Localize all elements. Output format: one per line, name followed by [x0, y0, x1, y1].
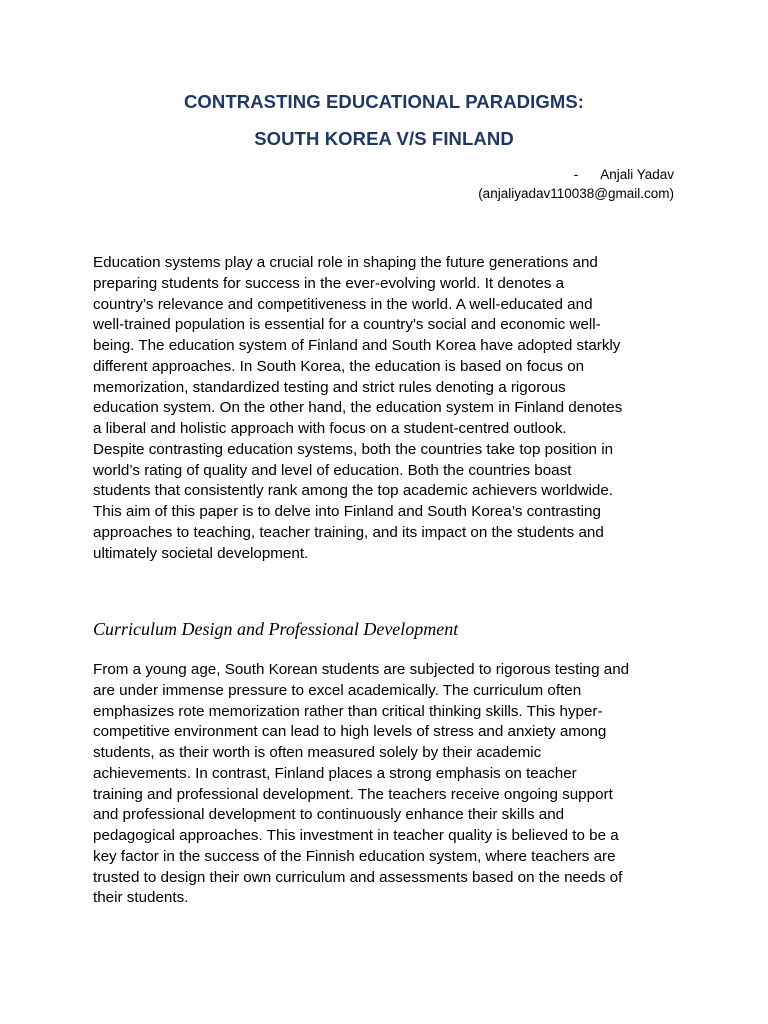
intro-line: world’s rating of quality and level of education. Both the countries boast	[93, 461, 572, 479]
intro-line: a liberal and holistic approach with focus on a student-centred outlook.	[93, 420, 567, 437]
section-heading: Curriculum Design and Professional Development	[93, 619, 459, 639]
intro-line: being. The education system of Finland and South Korea have adopted starkly	[93, 337, 621, 354]
section-line: and professional development to continuously enhance their skills and	[93, 806, 565, 824]
author-name: Anjali Yadav	[600, 167, 674, 182]
document-title-line-2: SOUTH KOREA V/S FINLAND	[254, 128, 514, 149]
section-line: students, as their worth is often measured solely by their academic	[93, 744, 542, 761]
author-dash: -	[573, 167, 579, 182]
intro-line: Education systems play a crucial role in shaping the future generations and	[93, 254, 598, 271]
section-paragraph	[93, 660, 683, 909]
section-line: trusted to design their own curriculum and assessments based on the needs of	[93, 868, 623, 886]
section-line: training and professional development. The teachers receive ongoing support	[93, 785, 613, 803]
section-line: their students.	[93, 889, 189, 907]
document-title-line-1: CONTRASTING EDUCATIONAL PARADIGMS:	[183, 91, 585, 112]
section-line: competitive environment can lead to high levels of stress and anxiety among	[93, 723, 607, 741]
intro-line: preparing students for success in the ever-evolving world. It denotes a	[93, 274, 565, 292]
section-line: pedagogical approaches. This investment in teacher quality is believed to be a	[93, 827, 619, 844]
intro-line: ultimately societal development.	[93, 544, 309, 562]
intro-line: education system. On the other hand, the education system in Finland denotes	[93, 399, 623, 417]
intro-line: well-trained population is essential for a country's social and economic well-	[93, 316, 601, 334]
intro-line: Despite contrasting education systems, both the countries take top position in	[93, 440, 614, 458]
intro-line: memorization, standardized testing and strict rules denoting a rigorous	[93, 378, 566, 396]
intro-line: approaches to teaching, teacher training, and its impact on the students and	[93, 523, 604, 541]
intro-paragraph	[93, 253, 683, 564]
section-line: key factor in the success of the Finnish education system, where teachers are	[93, 847, 616, 865]
intro-line: This aim of this paper is to delve into Finland and South Korea’s contrasting	[93, 503, 601, 520]
section-line: emphasizes rote memorization rather than critical thinking skills. This hyper-	[93, 702, 603, 720]
section-line: From a young age, South Korean students are subjected to rigorous testing and	[93, 661, 630, 678]
intro-line: country’s relevance and competitiveness in the world. A well-educated and	[93, 295, 593, 313]
intro-line: different approaches. In South Korea, the education is based on focus on	[93, 357, 585, 375]
author-email: (anjaliyadav110038@gmail.com)	[478, 186, 674, 201]
intro-line: students that consistently rank among the top academic achievers worldwide.	[93, 482, 614, 500]
section-line: are under immense pressure to excel academically. The curriculum often	[93, 681, 582, 699]
section-line: achievements. In contrast, Finland places a strong emphasis on teacher	[93, 764, 577, 782]
author-line	[574, 165, 674, 184]
